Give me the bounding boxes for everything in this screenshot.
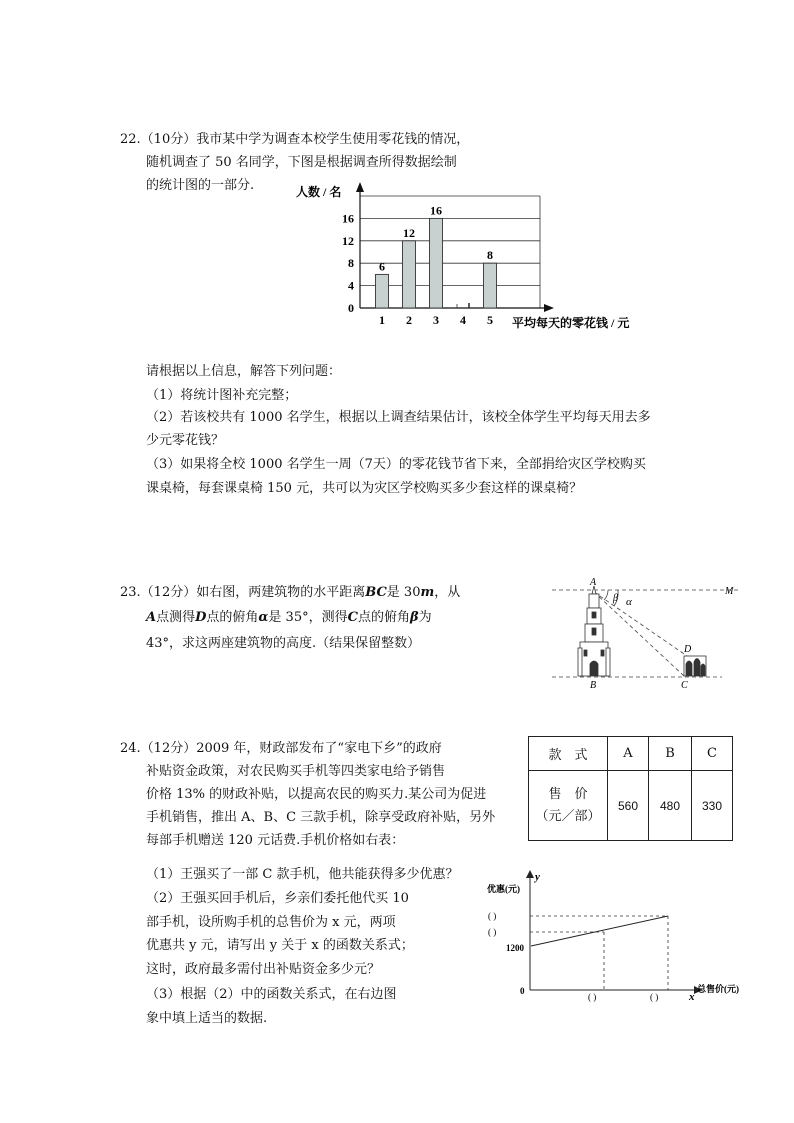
chart-ytick-label: 12 (342, 233, 354, 248)
q23-text-f: 是 35°，测得 (268, 610, 348, 625)
chart-xlabel: 平均每天的零花钱 / 元 (512, 316, 630, 330)
q22-question-3b: 课桌椅，每套课桌椅 150 元，共可以为灾区学校购买多少套这样的课桌椅？ (146, 481, 583, 496)
table-header-cell: 款 式 (529, 737, 608, 771)
table-header-cell: B (649, 737, 692, 771)
table-header-cell: A (608, 737, 649, 771)
graph-y-label: 优惠(元) (487, 884, 520, 894)
label-alpha: α (626, 596, 632, 608)
q23-text-h: 为 (418, 610, 432, 625)
q23-line-3: 43°，求这两座建筑物的高度.（结果保留整数） (146, 636, 421, 651)
table-cell: 330 (692, 771, 733, 841)
q22-questions-intro: 请根据以上信息，解答下列问题： (146, 364, 342, 379)
label-M: M (725, 586, 734, 597)
var-A: A (146, 610, 157, 625)
graph-y-var: y (535, 871, 540, 883)
graph-blank-y2: ( ) (488, 927, 497, 937)
chart-ytick-label: 0 (348, 301, 354, 315)
q24-line-2: 补贴资金政策，对农民购买手机等四类家电给予销售 (146, 764, 446, 779)
chart-xtick-label: 5 (487, 313, 493, 327)
table-header-cell: C (692, 737, 733, 771)
chart-ytick-label: 16 (342, 211, 354, 226)
label-C: C (681, 680, 688, 691)
q24-line-5: 每部手机赠送 120 元话费.手机价格如右表： (146, 833, 405, 848)
q23-text-d: 点测得 (156, 610, 196, 625)
q22-question-2b: 少元零花钱？ (146, 433, 225, 448)
row-label-line-1: 售 价 (548, 786, 588, 802)
var-beta: β (409, 610, 419, 625)
label-beta: β (613, 593, 618, 604)
label-A: A (590, 577, 597, 588)
graph-origin: 0 (520, 986, 525, 996)
q24-sub-3-line-1: （3）根据（2）中的函数关系式，在右边图 (146, 987, 397, 1002)
q23-text-a: 23.（12分）如右图，两建筑物的水平距离 (120, 585, 366, 600)
label-D: D (684, 644, 692, 655)
var-D: D (195, 610, 207, 625)
label-B: B (590, 680, 597, 691)
q24-sub-1: （1）王强买了一部 C 款手机，他共能获得多少优惠？ (146, 867, 459, 882)
q22-line-1: 22.（10分）我市某中学为调查本校学生使用零花钱的情况， (120, 132, 470, 147)
q24-line-3: 价格 13% 的财政补贴，以提高农民的购买力.某公司为促进 (146, 787, 487, 802)
q24-sub-2-line-2: 部手机，设所购手机的总售价为 x 元，两项 (146, 915, 396, 930)
q22-line-2: 随机调查了 50 名同学，下图是根据调查所得数据绘制 (146, 155, 457, 170)
q24-sub-2-line-3: 优惠共 y 元，请写出 y 关于 x 的函数关系式； (146, 938, 414, 953)
chart-xtick-label: 4 (460, 313, 466, 327)
graph-x-label: 总售价(元) (697, 984, 739, 994)
chart-data-label: 12 (403, 225, 415, 240)
chart-data-label: 6 (379, 259, 385, 274)
q23-text-e: 点的俯角 (206, 610, 259, 625)
q24-line-4: 手机销售，推出 A、B、C 三款手机，除享受政府补贴，另外 (146, 810, 496, 825)
q22-line-3: 的统计图的一部分. (146, 178, 255, 193)
q24-sub-2-line-1: （2）王强买回手机后，乡亲们委托他代买 10 (146, 891, 409, 906)
var-BC: BC (365, 585, 387, 600)
chart-data-label: 16 (430, 203, 442, 218)
var-C: C (347, 610, 358, 625)
table-cell: 480 (649, 771, 692, 841)
chart-xtick-label: 3 (433, 313, 439, 327)
chart-ylabel: 人数 / 名 (296, 185, 342, 199)
chart-xtick-label: 1 (379, 313, 385, 327)
q22-question-1: （1）将统计图补充完整； (146, 388, 298, 403)
row-label-line-2: （元／部） (535, 808, 601, 824)
graph-blank-x1: ( ) (588, 992, 597, 1002)
unit-m: m (420, 585, 435, 600)
q24-sub-2-line-4: 这时，政府最多需付出补贴资金多少元？ (146, 962, 381, 977)
chart-data-label: 8 (487, 248, 493, 263)
q23-text-b: 是 30 (386, 585, 421, 600)
chart-ytick-label: 4 (348, 278, 354, 293)
q22-question-3: （3）如果将全校 1000 名学生一周（7天）的零花钱节省下来，全部捐给灾区学校购买 (146, 457, 646, 472)
q22-question-2: （2）若该校共有 1000 名学生，根据以上调查结果估计，该校全体学生平均每天用去多 (146, 410, 651, 425)
graph-y-1200: 1200 (506, 943, 524, 953)
graph-x-var: x (689, 991, 695, 1003)
q23-text-g: 点的俯角 (357, 610, 410, 625)
graph-blank-x2: ( ) (650, 992, 659, 1002)
q24-line-1: 24.（12分）2009 年，财政部发布了“家电下乡”的政府 (120, 741, 442, 756)
q23-text-c: ，从 (434, 585, 461, 600)
chart-ytick-label: 8 (348, 256, 354, 271)
graph-blank-y1: ( ) (488, 911, 497, 921)
q24-sub-3-line-2: 象中填上适当的数据. (146, 1011, 268, 1026)
chart-xtick-label: 2 (406, 313, 412, 327)
var-alpha: α (258, 610, 269, 625)
table-cell: 560 (608, 771, 649, 841)
